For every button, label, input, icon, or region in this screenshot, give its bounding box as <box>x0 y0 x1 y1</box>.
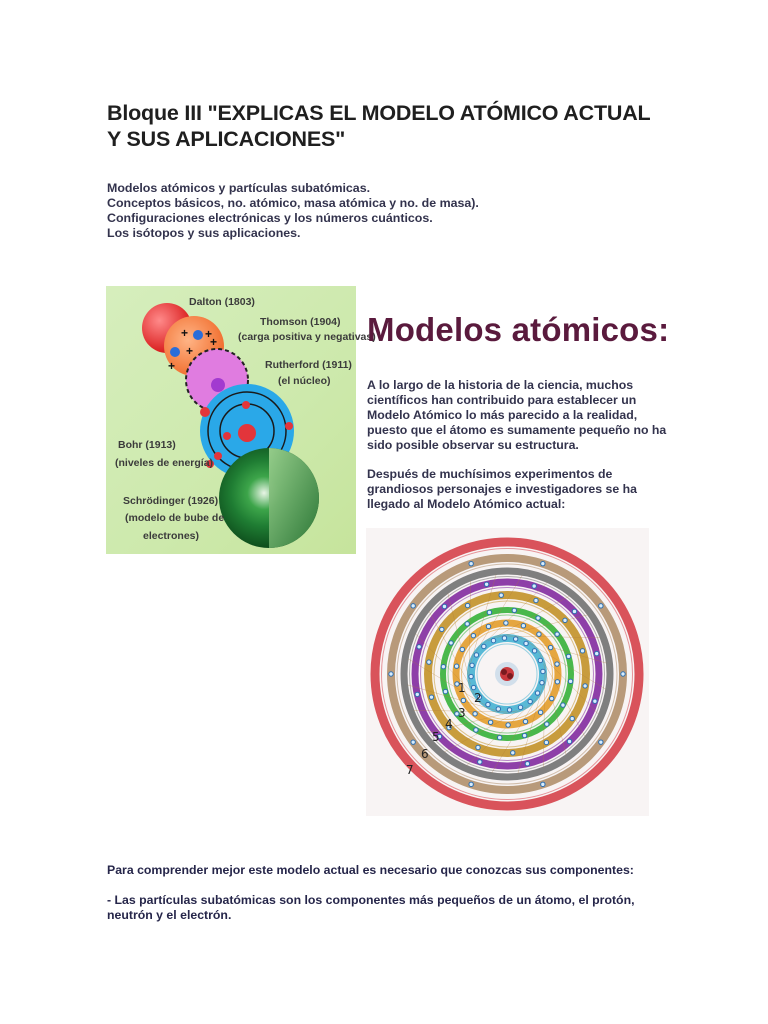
electron-dot <box>460 647 464 651</box>
electron-dot <box>465 622 469 626</box>
electron-dot <box>474 653 478 657</box>
electron-dot <box>566 654 570 658</box>
electron-dot <box>521 624 525 628</box>
topic-list <box>107 181 667 241</box>
electron-dot <box>512 608 516 612</box>
intro-paragraph: A lo largo de la historia de la ciencia, muchos científicos han contribuido para establecer un Modelo Atómico lo más parecido a la realidad, puesto que el átomo es sumamente pequeño no ha sido posible observar su estructura. <box>367 378 667 452</box>
label-schrodinger: Schrödinger (1926) <box>123 495 219 507</box>
electron-dot <box>440 627 444 631</box>
electron-dot <box>443 689 447 693</box>
shell-label-5: 5 <box>432 730 440 744</box>
atomic-model-illustration <box>366 528 649 816</box>
electron-dot <box>465 603 469 607</box>
electron-dot <box>469 782 473 786</box>
electron-dot <box>599 740 603 744</box>
electron-dot <box>555 680 559 684</box>
electron-dot <box>555 632 559 636</box>
electron-dot <box>583 684 587 688</box>
topic-item: Los isótopos y sus aplicaciones. <box>107 226 301 240</box>
svg-text:+: + <box>168 359 176 373</box>
electron-dot <box>541 782 545 786</box>
electron-dot <box>599 604 603 608</box>
shell-label-1: 1 <box>458 681 466 695</box>
electron-dot <box>470 663 474 667</box>
components-intro: Para comprender mejor este modelo actual es necesario que conozcas sus componentes: <box>107 863 634 877</box>
electron-dot <box>441 664 445 668</box>
electron-dot <box>499 593 503 597</box>
current-atomic-model-figure <box>366 528 649 816</box>
shell-label-2: 2 <box>474 691 482 705</box>
electron-dot <box>482 644 486 648</box>
electron-dot <box>506 723 510 727</box>
electron-dot <box>522 733 526 737</box>
electron-dot <box>497 735 501 739</box>
electron-dot <box>548 645 552 649</box>
electron-dot <box>449 641 453 645</box>
shell-label-4: 4 <box>445 717 453 731</box>
shell-label-3: 3 <box>458 706 466 720</box>
electron-dot <box>487 610 491 614</box>
electron-dot <box>442 604 446 608</box>
electron-dot <box>461 698 465 702</box>
electron-dot <box>478 760 482 764</box>
electron-dot <box>541 561 545 565</box>
subatomic-particles-text: - Las partículas subatómicas son los componentes más pequeños de un átomo, el protón, neutrón y el electrón. <box>107 893 635 922</box>
electron-dot <box>513 637 517 641</box>
electron-dot <box>528 699 532 703</box>
electron-dot <box>471 633 475 637</box>
electron-dot <box>537 632 541 636</box>
electron-dot <box>570 716 574 720</box>
electron-dot <box>621 672 625 676</box>
electron-dot <box>427 660 431 664</box>
label-bohr: Bohr (1913) <box>118 439 176 451</box>
label-rutherford-note: (el núcleo) <box>278 375 331 387</box>
atomic-models-history-figure <box>106 286 376 554</box>
svg-text:+: + <box>181 326 189 340</box>
electron-dot <box>474 728 478 732</box>
electron-dot <box>555 662 559 666</box>
electron-dot <box>536 616 540 620</box>
electron-dot <box>535 691 539 695</box>
electron-dot <box>525 762 529 766</box>
svg-text:+: + <box>210 335 218 349</box>
electron-dot <box>504 621 508 625</box>
electron-dot <box>411 604 415 608</box>
label-rutherford: Rutherford (1911) <box>265 359 352 371</box>
electron-dot <box>595 651 599 655</box>
label-dalton: Dalton (1803) <box>189 296 255 308</box>
atomic-models-illustration <box>106 286 376 554</box>
electron-dot <box>469 674 473 678</box>
electron-dot <box>502 636 506 640</box>
electron-dot <box>411 740 415 744</box>
electron-dot <box>567 739 571 743</box>
section-heading: Modelos atómicos: <box>367 311 670 348</box>
electron-dot <box>532 649 536 653</box>
electron-dot <box>469 561 473 565</box>
electron-dot <box>532 584 536 588</box>
topic-item: Configuraciones electrónicas y los números cuánticos. <box>107 211 433 225</box>
electron-dot <box>541 669 545 673</box>
electron-dot <box>563 618 567 622</box>
electron-dot <box>496 707 500 711</box>
electron-dot <box>524 641 528 645</box>
electron-dot <box>471 685 475 689</box>
electron-dot <box>507 708 511 712</box>
label-bohr-note: (niveles de energía) <box>115 457 214 469</box>
topic-item: Conceptos básicos, no. atómico, masa atómica y no. de masa). <box>107 196 479 210</box>
label-schrodinger-note: electrones) <box>143 530 200 542</box>
electron-dot <box>545 722 549 726</box>
electron-dot <box>561 703 565 707</box>
svg-text:+: + <box>205 327 213 341</box>
electron-dot <box>593 699 597 703</box>
intro-paragraph: Después de muchísimos experimentos de grandiosos personajes e investigadores se ha llegado al Modelo Atómico actual: <box>367 467 637 511</box>
label-thomson: Thomson (1904) <box>260 316 341 328</box>
label-schrodinger-note: (modelo de bube de <box>125 512 225 524</box>
electron-dot <box>540 680 544 684</box>
electron-dot <box>534 598 538 602</box>
label-thomson-note: (carga positiva y negativas) <box>238 331 376 343</box>
electron-dot <box>538 710 542 714</box>
electron-dot <box>417 645 421 649</box>
electron-dot <box>486 624 490 628</box>
topic-item: Modelos atómicos y partículas subatómicas. <box>107 181 371 195</box>
electron-dot <box>454 664 458 668</box>
electron-dot <box>518 705 522 709</box>
electron-dot <box>473 712 477 716</box>
electron-dot <box>538 658 542 662</box>
electron-dot <box>511 751 515 755</box>
electron-dot <box>486 702 490 706</box>
shell-label-6: 6 <box>421 747 429 761</box>
electron-dot <box>488 720 492 724</box>
electron-dot <box>544 740 548 744</box>
electron-dot <box>491 638 495 642</box>
electron-dot <box>415 692 419 696</box>
shell-label-7: 7 <box>406 763 414 777</box>
electron-dot <box>484 582 488 586</box>
electron-dot <box>389 672 393 676</box>
document-title: Bloque III "EXPLICAS EL MODELO ATÓMICO ACTUAL Y SUS APLICACIONES" <box>107 101 651 151</box>
electron-dot <box>476 745 480 749</box>
electron-dot <box>580 649 584 653</box>
electron-dot <box>572 609 576 613</box>
electron-dot <box>550 696 554 700</box>
svg-text:+: + <box>186 344 194 358</box>
electron-dot <box>429 695 433 699</box>
electron-dot <box>523 719 527 723</box>
electron-dot <box>568 679 572 683</box>
